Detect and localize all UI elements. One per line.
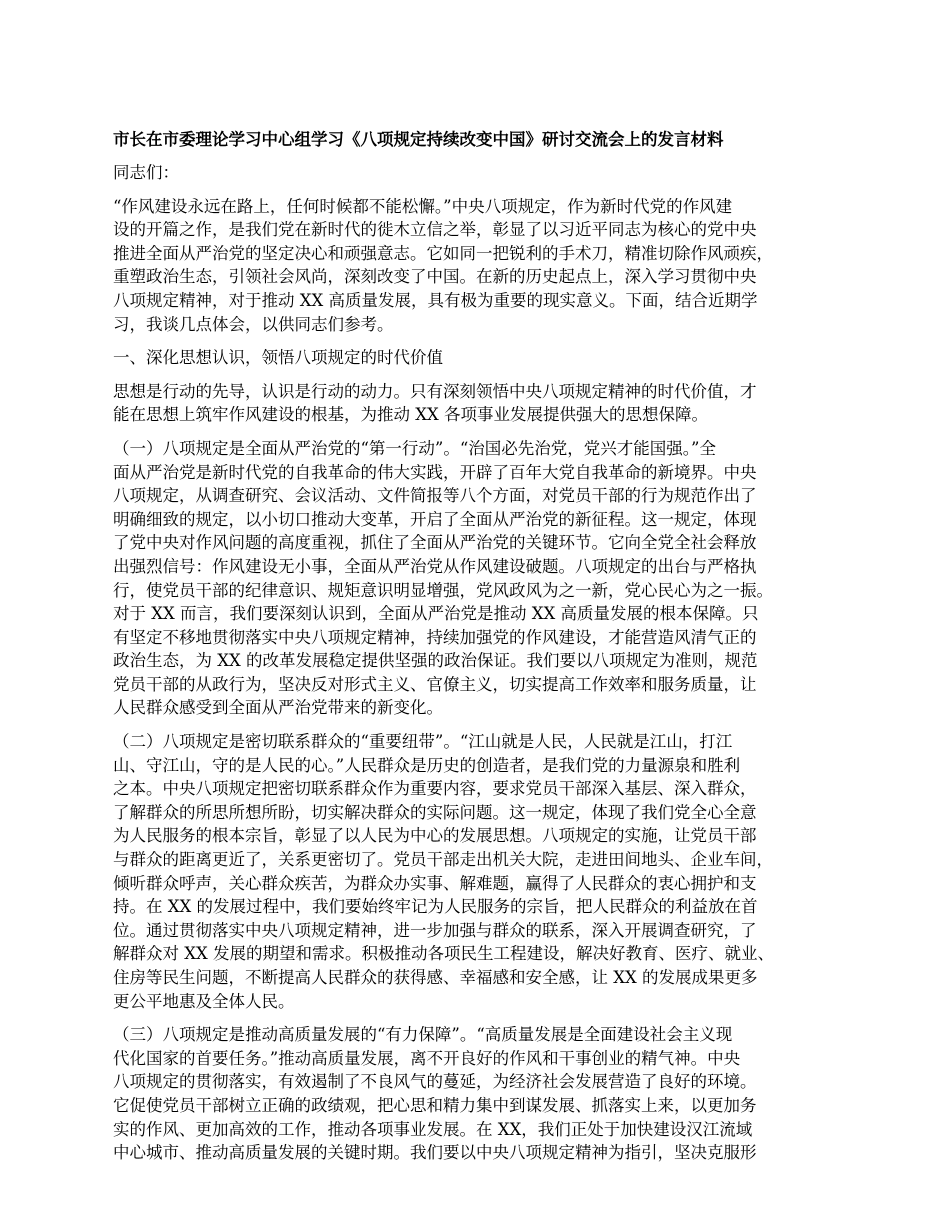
text-line: 出强烈信号：作风建设无小事，全面从严治党从作风建设破题。八项规定的出台与严格执 [113, 556, 757, 576]
text-line: 实的作风、更加高效的工作，推动各项事业发展。在 XX，我们正处于加快建设汉江流域 [113, 1119, 753, 1139]
text-line: 能在思想上筑牢作风建设的根基，为推动 XX 各项事业发展提供强大的思想保障。 [113, 405, 708, 425]
text-line: 中心城市、推动高质量发展的关键时期。我们要以中央八项规定精神为指引，坚决克服形 [113, 1143, 757, 1163]
text-line: 更公平地惠及全体人民。 [113, 991, 295, 1011]
text-line: 住房等民生问题，不断提高人民群众的获得感、幸福感和安全感，让 XX 的发展成果更多 [113, 968, 758, 987]
text-line: 位。通过贯彻落实中央八项规定精神，进一步加强与群众的联系，深入开展调查研究，了 [113, 920, 757, 940]
subsection-2-paragraph [113, 730, 858, 1013]
text-line: 与群众的距离更近了，关系更密切了。党员干部走出机关大院，走进田间地头、企业车间， [113, 850, 773, 870]
text-line: 它促使党员干部树立正确的政绩观，把心思和精力集中到谋发展、抓落实上来，以更加务 [113, 1095, 757, 1115]
text-line: 明确细致的规定，以小切口推动大变革，开启了全面从严治党的新征程。这一规定，体现 [113, 509, 757, 529]
section-heading [113, 346, 858, 370]
salutation [113, 161, 858, 185]
text-line: 了解群众的所思所想所盼，切实解决群众的实际问题。这一规定，体现了我们党全心全意 [113, 802, 757, 822]
text-line: 行，使党员干部的纪律意识、规矩意识明显增强，党风政风为之一新，党心民心为之一振。 [113, 580, 773, 600]
document-title: 市长在市委理论学习中心组学习《八项规定持续改变中国》研讨交流会上的发言材料 [113, 130, 724, 149]
section-intro-paragraph [113, 380, 858, 427]
text-line: 之本。中央八项规定把密切联系群众作为重要内容，要求党员干部深入基层、深入群众， [113, 779, 757, 799]
text-line: 倾听群众呼声，关心群众疾苦，为群众办实事、解难题，赢得了人民群众的衷心拥护和支 [113, 873, 757, 893]
text-line: 持。在 XX 的发展过程中，我们要始终牢记为人民服务的宗旨，把人民群众的利益放在首 [113, 897, 758, 917]
text-line: 思想是行动的先导，认识是行动的动力。只有深刻领悟中央八项规定精神的时代价值，才 [113, 381, 757, 401]
text-line: 重塑政治生态，引领社会风尚，深刻改变了中国。在新的历史起点上，深入学习贯彻中央 [113, 267, 757, 287]
text-line: 人民群众感受到全面从严治党带来的新变化。 [113, 698, 443, 718]
text-line: “作风建设永远在路上，任何时候都不能松懈。”中央八项规定，作为新时代党的作风建 [113, 196, 733, 216]
text-line: （三）八项规定是推动高质量发展的“有力保障”。“高质量发展是全面建设社会主义现 [113, 1025, 733, 1045]
text-line: 对于 XX 而言，我们要深刻认识到，全面从严治党是推动 XX 高质量发展的根本保障。只 [113, 604, 759, 624]
subsection-3-paragraph [113, 1023, 858, 1165]
text-line: 设的开篇之作，是我们党在新时代的徙木立信之举，彰显了以习近平同志为核心的党中央 [113, 220, 757, 240]
text-line: 为人民服务的根本宗旨，彰显了以人民为中心的发展思想。八项规定的实施，让党员干部 [113, 826, 757, 846]
text-line: 推进全面从严治党的坚定决心和顽强意志。它如同一把锐利的手术刀，精准切除作风顽疾， [113, 243, 773, 263]
text-line: 政治生态，为 XX 的改革发展稳定提供坚强的政治保证。我们要以八项规定为准则，规范 [113, 651, 758, 671]
text-line: 同志们： [113, 163, 179, 182]
text-line: 面从严治党是新时代党的自我革命的伟大实践，开辟了百年大党自我革命的新境界。中央 [113, 462, 757, 482]
text-line: 八项规定精神，对于推动 XX 高质量发展，具有极为重要的现实意义。下面，结合近期学 [113, 290, 758, 310]
document-body [113, 161, 858, 1165]
intro-paragraph [113, 195, 858, 337]
text-line: 解群众对 XX 发展的期望和需求。积极推动各项民生工程建设，解决好教育、医疗、就业、 [113, 944, 774, 964]
text-line: 党员干部的从政行为，坚决反对形式主义、官僚主义，切实提高工作效率和服务质量，让 [113, 674, 757, 694]
text-line: （一）八项规定是全面从严治党的“第一行动”。“治国必先治党，党兴才能国强。”全 [113, 438, 716, 458]
text-line: 了党中央对作风问题的高度重视，抓住了全面从严治党的关键环节。它向全党全社会释放 [113, 533, 757, 553]
text-line: 山、守江山，守的是人民的心。”人民群众是历史的创造者，是我们党的力量源泉和胜利 [113, 755, 741, 775]
subsection-1-paragraph [113, 437, 858, 720]
document-page [113, 128, 858, 1175]
text-line: （二）八项规定是密切联系群众的“重要纽带”。“江山就是人民，人民就是江山，打江 [113, 732, 733, 752]
text-line: 八项规定，从调查研究、会议活动、文件简报等八个方面，对党员干部的行为规范作出了 [113, 486, 757, 506]
text-line: 一、深化思想认识，领悟八项规定的时代价值 [113, 348, 443, 368]
text-line: 习，我谈几点体会，以供同志们参考。 [113, 314, 394, 334]
text-line: 代化国家的首要任务。”推动高质量发展，离不开良好的作风和干事创业的精气神。中央 [113, 1048, 741, 1068]
text-line: 有坚定不移地贯彻落实中央八项规定精神，持续加强党的作风建设，才能营造风清气正的 [113, 627, 757, 647]
text-line: 八项规定的贯彻落实，有效遏制了不良风气的蔓延，为经济社会发展营造了良好的环境。 [113, 1072, 757, 1092]
